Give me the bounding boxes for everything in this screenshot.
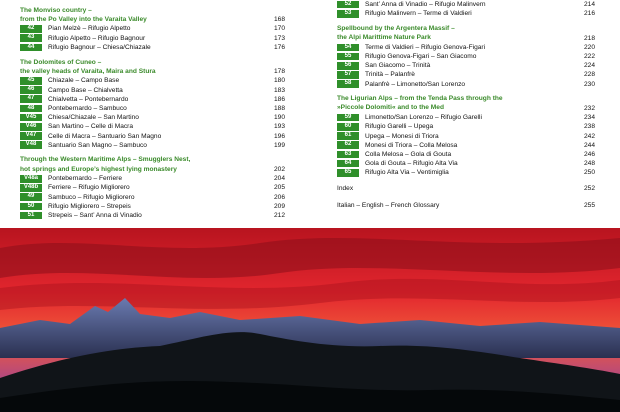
page-number: 170 [273, 25, 285, 33]
page-number: 209 [273, 202, 285, 210]
stage-title: San Giacomo – Trinità [365, 62, 431, 70]
toc-entry[interactable] [337, 159, 595, 168]
stage-number-badge: 55 [337, 53, 359, 61]
stage-number-badge: 45 [20, 77, 42, 85]
page-number: 183 [273, 86, 285, 94]
toc-entry[interactable] [337, 141, 595, 150]
page-number: 180 [273, 77, 285, 85]
page-number: 214 [583, 1, 595, 9]
page-number: 248 [583, 160, 595, 168]
extra-title: Italian – English – French Glossary [337, 201, 440, 209]
toc-entry[interactable] [337, 9, 595, 18]
stage-number-badge: 63 [337, 151, 359, 159]
toc-entry[interactable] [337, 131, 595, 140]
section-title: Spellbound by the Argentera Massif – [337, 24, 455, 32]
page-number: 216 [583, 10, 595, 18]
section-title: Through the Western Maritime Alps – Smugglers Nest, [20, 156, 191, 164]
toc-section [337, 95, 595, 178]
stage-number-badge: 50 [20, 203, 42, 211]
section-title-row [337, 95, 595, 104]
section-title-row [20, 67, 285, 76]
page-number: 220 [583, 43, 595, 51]
page-number: 193 [273, 123, 285, 131]
toc-entry[interactable] [20, 104, 285, 113]
page-number: 230 [583, 80, 595, 88]
extra-title: Index [337, 185, 354, 193]
toc-entry[interactable] [337, 52, 595, 61]
stage-number-badge: 44 [20, 44, 42, 52]
section-title-row [337, 24, 595, 33]
page-number: 173 [273, 34, 285, 42]
stage-number-badge: 65 [337, 169, 359, 177]
stage-title: Rifugio Garelli – Upega [365, 123, 434, 131]
stage-title: Rifugio Alpetto – Rifugio Bagnour [48, 34, 146, 42]
page-number: 168 [273, 16, 285, 24]
stage-title: Rifugio Bagnour – Chiesa/Chiazale [48, 43, 151, 51]
section-title-row [20, 15, 285, 24]
toc-entry[interactable] [20, 131, 285, 140]
stage-title: San Martino – Celle di Macra [48, 123, 134, 131]
section-title: hot springs and Europe’s highest lying monastery [20, 165, 177, 173]
stage-title: Limonetto/San Lorenzo – Rifugio Garelli [365, 114, 482, 122]
stage-number-badge: 56 [337, 62, 359, 70]
toc-entry[interactable] [20, 193, 285, 202]
toc-extra-row[interactable] [337, 201, 595, 210]
stage-title: Sant’ Anna di Vinadio – Rifugio Malinvern [365, 1, 486, 9]
stage-title: Sambuco – Rifugio Migliorero [48, 193, 135, 201]
stage-title: Pontebernardo – Sambuco [48, 104, 127, 112]
toc-section [337, 0, 595, 18]
stage-title: Chialvetta – Pontebernardo [48, 95, 129, 103]
toc-section [20, 58, 285, 150]
page-number: 238 [583, 123, 595, 131]
section-title-row [20, 165, 285, 174]
section-title-row [337, 34, 595, 43]
stage-number-badge: V48b [20, 184, 42, 192]
section-title: The Ligurian Alps – from the Tenda Pass through the [337, 95, 503, 103]
stage-title: Rifugio Alta Via – Ventimiglia [365, 169, 449, 177]
page-number: 202 [273, 166, 285, 174]
section-title-row [20, 58, 285, 67]
toc-entry[interactable] [20, 141, 285, 150]
stage-number-badge: 54 [337, 44, 359, 52]
toc-section [20, 6, 285, 52]
stage-title: Palanfrè – Limonetto/San Lorenzo [365, 80, 466, 88]
stage-number-badge: 53 [337, 10, 359, 18]
page-number: 178 [273, 68, 285, 76]
stage-number-badge: V47 [20, 132, 42, 140]
stage-title: Pontebernardo – Ferriere [48, 175, 123, 183]
toc-extra[interactable] [337, 184, 595, 193]
stage-number-badge: 49 [20, 193, 42, 201]
toc-entry[interactable] [20, 211, 285, 220]
toc-entry[interactable] [20, 122, 285, 131]
section-title-row [337, 104, 595, 113]
stage-title: Santuario San Magno – Sambuco [48, 141, 147, 149]
stage-number-badge: 58 [337, 80, 359, 88]
stage-number-badge: V46 [20, 123, 42, 131]
sunset-mountain-photo [0, 228, 620, 412]
page-number: 252 [583, 185, 595, 193]
stage-title: Strepeis – Sant’ Anna di Vinadio [48, 212, 142, 220]
stage-title: Chiazale – Campo Base [48, 77, 120, 85]
stage-number-badge: V48a [20, 175, 42, 183]
stage-title: Colla Melosa – Gola di Gouta [365, 150, 452, 158]
stage-title: Rifugio Migliorero – Strepeis [48, 202, 131, 210]
toc-extra-row[interactable] [337, 184, 595, 193]
stage-title: Upega – Monesi di Triora [365, 132, 439, 140]
toc-entry[interactable] [20, 113, 285, 122]
stage-number-badge: 59 [337, 114, 359, 122]
toc-entry[interactable] [20, 95, 285, 104]
toc-entry[interactable] [337, 168, 595, 177]
page-number: 176 [273, 43, 285, 51]
page-number: 234 [583, 114, 595, 122]
stage-title: Ferriere – Rifugio Migliorero [48, 184, 130, 192]
stage-title: Gola di Gouta – Rifugio Alta Via [365, 160, 458, 168]
toc-entry[interactable] [337, 43, 595, 52]
page-number: 205 [273, 184, 285, 192]
page-number: 232 [583, 104, 595, 112]
toc-section [337, 24, 595, 88]
toc-entry[interactable] [337, 113, 595, 122]
stage-number-badge: 47 [20, 95, 42, 103]
stage-title: Trinità – Palanfrè [365, 71, 415, 79]
toc-left-column [20, 0, 285, 220]
stage-number-badge: V45 [20, 114, 42, 122]
stage-title: Pian Melzè – Rifugio Alpetto [48, 25, 131, 33]
stage-number-badge: 42 [20, 25, 42, 33]
stage-number-badge: 57 [337, 71, 359, 79]
section-title: »Piccole Dolomiti« and to the Med [337, 104, 444, 112]
page-number: 224 [583, 62, 595, 70]
toc-entry[interactable] [20, 24, 285, 33]
page-number: 228 [583, 71, 595, 79]
page-number: 246 [583, 150, 595, 158]
stage-number-badge: 46 [20, 86, 42, 94]
toc-entry[interactable] [337, 80, 595, 89]
page-number: 212 [273, 212, 285, 220]
toc-section [20, 156, 285, 220]
toc-entry[interactable] [20, 43, 285, 52]
stage-number-badge: 48 [20, 105, 42, 113]
page-number: 188 [273, 104, 285, 112]
toc-entry[interactable] [20, 174, 285, 183]
stage-title: Terme di Valdieri – Rifugio Genova-Figari [365, 43, 486, 51]
section-title: the valley heads of Varaita, Maira and Stura [20, 67, 156, 75]
stage-number-badge: 43 [20, 34, 42, 42]
page-number: 242 [583, 132, 595, 140]
stage-number-badge: 51 [20, 212, 42, 220]
page-number: 204 [273, 175, 285, 183]
toc-entry[interactable] [20, 76, 285, 85]
page-number: 186 [273, 95, 285, 103]
page-number: 206 [273, 193, 285, 201]
section-title: The Monviso country – [20, 6, 92, 14]
stage-title: Monesi di Triora – Colla Melosa [365, 141, 458, 149]
toc-entry[interactable] [20, 183, 285, 192]
page-number: 218 [583, 34, 595, 42]
toc-entry[interactable] [20, 202, 285, 211]
stage-title: Campo Base – Chialvetta [48, 86, 123, 94]
page-number: 190 [273, 114, 285, 122]
stage-number-badge: V48 [20, 141, 42, 149]
toc-entry[interactable] [20, 86, 285, 95]
stage-title: Rifugio Malinvern – Terme di Valdieri [365, 10, 472, 18]
stage-number-badge: 64 [337, 160, 359, 168]
stage-number-badge: 62 [337, 141, 359, 149]
stage-number-badge: 52 [337, 1, 359, 9]
stage-title: Celle di Macra – Santuario San Magno [48, 132, 162, 140]
section-title-row [20, 156, 285, 165]
page-number: 196 [273, 132, 285, 140]
toc-entry[interactable] [337, 150, 595, 159]
page-number: 250 [583, 169, 595, 177]
page-number: 199 [273, 141, 285, 149]
stage-title: Chiesa/Chiazale – San Martino [48, 114, 139, 122]
section-title: from the Po Valley into the Varaita Valley [20, 15, 147, 23]
toc-entry[interactable] [337, 61, 595, 70]
section-title: the Alpi Marittime Nature Park [337, 34, 431, 42]
section-title: The Dolomites of Cuneo – [20, 58, 102, 66]
stage-number-badge: 61 [337, 132, 359, 140]
sunset-landscape-illustration [0, 228, 620, 412]
page-number: 222 [583, 53, 595, 61]
page-number: 244 [583, 141, 595, 149]
page-number: 255 [583, 201, 595, 209]
toc-right-column [337, 0, 595, 210]
toc-entry[interactable] [337, 122, 595, 131]
toc-entry[interactable] [337, 0, 595, 9]
toc-entry[interactable] [20, 34, 285, 43]
stage-title: Rifugio Genova-Figari – San Giacomo [365, 53, 477, 61]
stage-number-badge: 60 [337, 123, 359, 131]
toc-extra[interactable] [337, 201, 595, 210]
section-title-row [20, 6, 285, 15]
toc-entry[interactable] [337, 70, 595, 79]
